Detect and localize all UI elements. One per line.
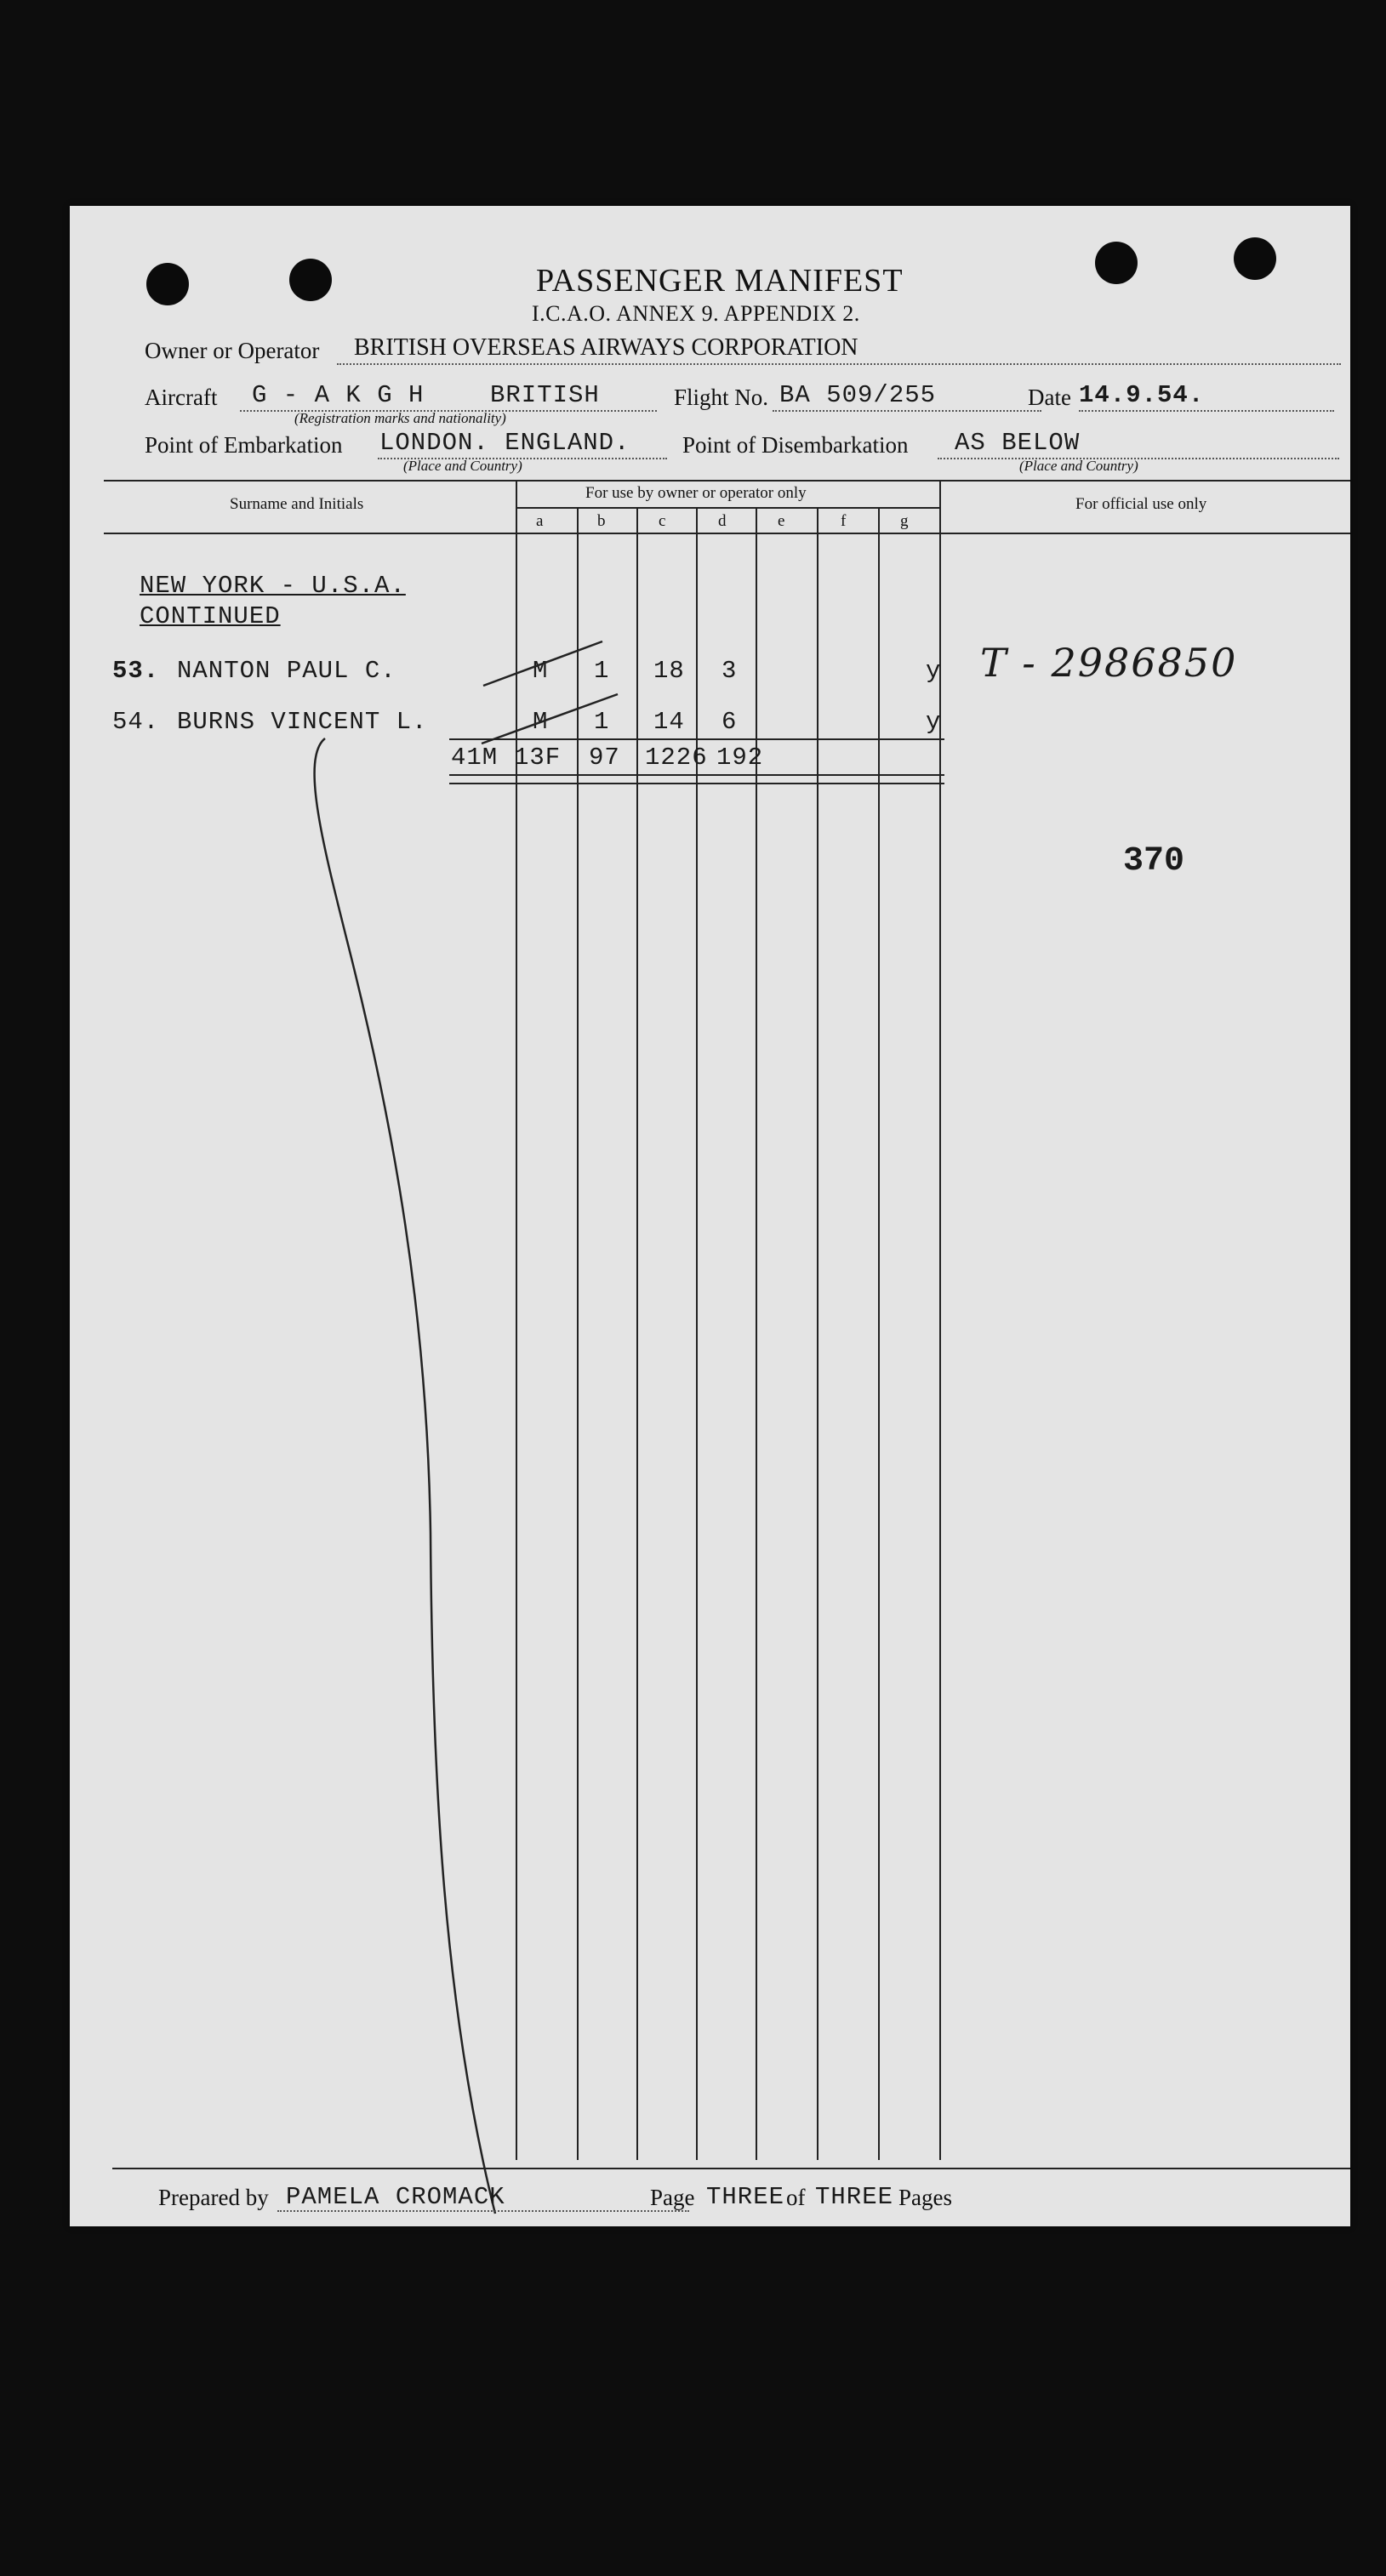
col-d-header: d	[718, 512, 727, 530]
strike-mark	[482, 694, 618, 744]
col-b-header: b	[597, 512, 606, 530]
owner-label: Owner or Operator	[145, 338, 320, 363]
aircraft-label: Aircraft	[145, 385, 218, 410]
official-use-header: For official use only	[1075, 495, 1207, 513]
total-female: 13F	[514, 744, 562, 772]
prepared-label: Prepared by	[158, 2185, 269, 2210]
embarkation-note: (Place and Country)	[403, 458, 522, 474]
official-handwritten-number: T - 2986850	[980, 640, 1238, 686]
passenger-name: NANTON PAUL C.	[177, 657, 396, 685]
of-value: THREE	[815, 2183, 894, 2211]
embarkation-value: LONDON. ENGLAND.	[379, 429, 630, 457]
page-value: THREE	[706, 2183, 785, 2211]
cell-g: y	[926, 708, 942, 736]
row-number: 54.	[112, 708, 160, 736]
flight-label: Flight No.	[674, 385, 769, 410]
manifest-page	[70, 206, 1350, 2226]
section-heading-continued: CONTINUED	[140, 602, 281, 630]
cell-c: 18	[653, 657, 685, 685]
date-value: 14.9.54.	[1079, 381, 1205, 409]
cell-a: M	[533, 708, 549, 736]
prepared-value: PAMELA CROMACK	[286, 2183, 505, 2211]
stamp-number: 370	[1123, 842, 1185, 881]
cell-b: 1	[594, 657, 610, 685]
cell-d: 3	[722, 657, 738, 685]
page-subtitle: I.C.A.O. ANNEX 9. APPENDIX 2.	[532, 301, 860, 326]
pen-stroke	[315, 738, 495, 2214]
prepared-dotted-line	[277, 2210, 689, 2212]
disembarkation-note: (Place and Country)	[1019, 458, 1138, 474]
pen-marks	[70, 206, 1350, 2226]
page-label: Page	[650, 2185, 695, 2210]
footer-rule	[112, 2168, 1350, 2169]
cell-a: M	[533, 657, 549, 685]
cell-b: 1	[594, 708, 610, 736]
date-label: Date	[1028, 385, 1071, 410]
disembarkation-value: AS BELOW	[955, 429, 1081, 457]
col-g-header: g	[900, 512, 909, 530]
surname-header: Surname and Initials	[230, 495, 364, 513]
total-b: 97	[589, 744, 620, 772]
col-f-header: f	[841, 512, 847, 530]
cell-d: 6	[722, 708, 738, 736]
col-c-header: c	[659, 512, 666, 530]
aircraft-note: (Registration marks and nationality)	[294, 410, 506, 426]
owner-use-header: For use by owner or operator only	[585, 484, 807, 502]
total-male: 41M	[451, 744, 499, 772]
cell-g: y	[926, 657, 942, 685]
pages-label: Pages	[898, 2185, 952, 2210]
section-heading: NEW YORK - U.S.A.	[140, 572, 406, 600]
cell-c: 14	[653, 708, 685, 736]
of-label: of	[786, 2185, 806, 2210]
col-e-header: e	[778, 512, 785, 530]
page-title: PASSENGER MANIFEST	[536, 263, 904, 299]
strike-mark	[483, 641, 602, 686]
row-number: 53.	[112, 657, 160, 685]
embarkation-label: Point of Embarkation	[145, 432, 343, 458]
total-c: 1226	[645, 744, 708, 772]
disembarkation-label: Point of Disembarkation	[682, 432, 909, 458]
aircraft-nationality: BRITISH	[490, 381, 600, 409]
total-d: 192	[716, 744, 764, 772]
passenger-name: BURNS VINCENT L.	[177, 708, 428, 736]
flight-value: BA 509/255	[779, 381, 937, 409]
aircraft-registration: G - A K G H	[252, 381, 425, 409]
col-a-header: a	[536, 512, 544, 530]
owner-value: BRITISH OVERSEAS AIRWAYS CORPORATION	[354, 334, 858, 361]
